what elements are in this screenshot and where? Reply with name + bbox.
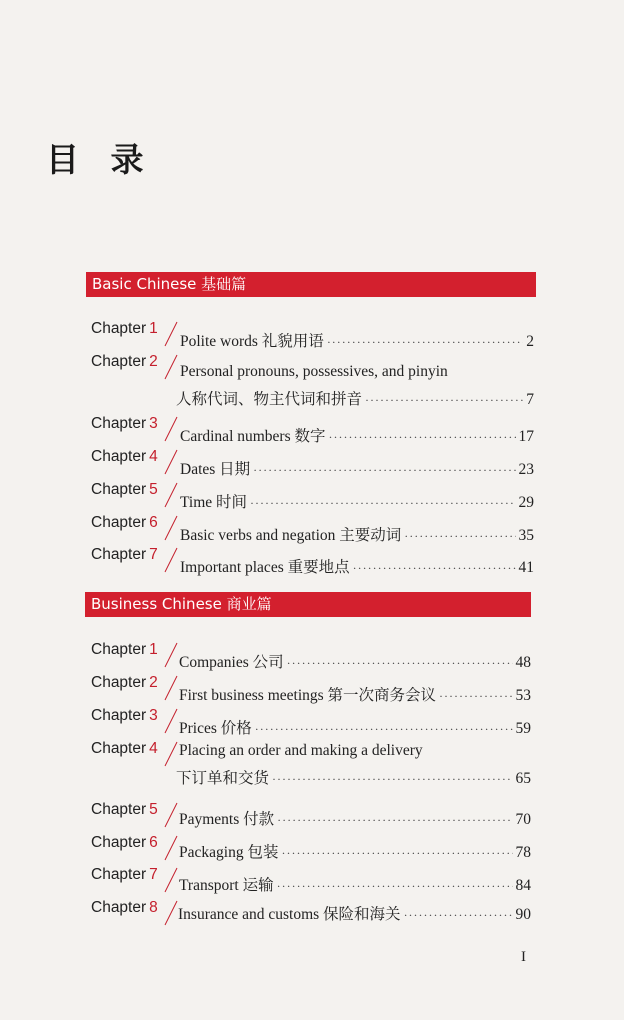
chapter-title: First business meetings 第一次商务会议	[179, 687, 437, 704]
dot-leader	[255, 722, 513, 737]
dot-leader	[277, 879, 513, 894]
chapter-title-line	[179, 840, 531, 862]
chapter-title-line	[179, 650, 531, 672]
dot-leader	[353, 561, 516, 576]
slash-divider-icon	[161, 547, 181, 573]
dot-leader	[287, 656, 513, 671]
slash-divider-icon	[161, 515, 181, 541]
dot-leader	[277, 813, 512, 828]
chapter-title: Payments 付款	[179, 811, 275, 828]
chapter-title-cn: 下订单和交货	[176, 770, 270, 787]
section-heading-business: Business Chinese 商业篇	[85, 592, 531, 617]
chapter-label: Chapter 4	[91, 740, 158, 757]
page-number: 84	[515, 877, 531, 894]
chapter-label: Chapter 6	[91, 834, 158, 851]
chapter-title-line	[179, 873, 531, 895]
dot-leader	[281, 846, 512, 861]
chapter-title-line	[178, 902, 531, 924]
dot-leader	[250, 496, 515, 511]
chapter-label: Chapter 2	[91, 353, 158, 370]
chapter-label: Chapter 7	[91, 866, 158, 883]
slash-divider-icon	[161, 835, 181, 861]
section-heading-basic: Basic Chinese 基础篇	[86, 272, 536, 297]
dot-leader	[404, 529, 515, 544]
dot-leader	[329, 430, 516, 445]
slash-divider-icon	[161, 482, 181, 508]
chapter-title-line	[180, 424, 534, 446]
dot-leader	[439, 689, 512, 704]
chapter-title: Dates 日期	[180, 461, 251, 478]
chapter-title-line	[176, 387, 534, 409]
chapter-number: 7	[149, 546, 158, 563]
slash-divider-icon	[161, 642, 181, 668]
slash-divider-icon	[161, 802, 181, 828]
chapter-title-line	[179, 807, 531, 829]
chapter-number: 1	[149, 641, 158, 658]
chapter-label: Chapter 5	[91, 801, 158, 818]
chapter-title: Placing an order and making a delivery	[179, 742, 423, 759]
dot-leader	[272, 772, 512, 787]
slash-divider-icon	[161, 675, 181, 701]
page-number: 78	[515, 844, 531, 861]
page-number: 48	[515, 654, 531, 671]
chapter-label: Chapter 1	[91, 641, 158, 658]
chapter-title: Transport 运输	[179, 877, 274, 894]
page-number: 7	[526, 391, 534, 408]
chapter-label: Chapter 3	[91, 707, 158, 724]
slash-divider-icon	[161, 449, 181, 475]
chapter-title: Insurance and customs 保险和海关	[178, 906, 401, 923]
slash-divider-icon	[161, 416, 181, 442]
chapter-number: 2	[149, 353, 158, 370]
chapter-label: Chapter 7	[91, 546, 158, 563]
slash-divider-icon	[161, 741, 181, 767]
chapter-number: 4	[149, 448, 158, 465]
chapter-title-line	[179, 683, 531, 705]
chapter-label: Chapter 6	[91, 514, 158, 531]
chapter-number: 5	[149, 801, 158, 818]
slash-divider-icon	[161, 867, 181, 893]
dot-leader	[365, 393, 523, 408]
page-number: 90	[515, 906, 531, 923]
dot-leader	[327, 335, 523, 350]
chapter-number: 8	[149, 899, 158, 916]
chapter-number: 1	[149, 320, 158, 337]
chapter-label: Chapter 1	[91, 320, 158, 337]
slash-divider-icon	[161, 354, 181, 380]
folio-page-number: I	[521, 949, 526, 965]
page-number: 2	[526, 333, 534, 350]
chapter-title: Basic verbs and negation 主要动词	[180, 527, 402, 544]
page-number: 17	[518, 428, 534, 445]
chapter-number: 6	[149, 514, 158, 531]
chapter-number: 3	[149, 415, 158, 432]
dot-leader	[253, 463, 515, 478]
chapter-title-line	[179, 716, 531, 738]
chapter-label: Chapter 5	[91, 481, 158, 498]
chapter-number: 7	[149, 866, 158, 883]
slash-divider-icon	[161, 321, 181, 347]
page-number: 35	[518, 527, 534, 544]
chapter-title-line	[180, 490, 534, 512]
chapter-title: Polite words 礼貌用语	[180, 333, 324, 350]
chapter-number: 2	[149, 674, 158, 691]
chapter-title: Time 时间	[180, 494, 248, 511]
chapter-label: Chapter 4	[91, 448, 158, 465]
chapter-title-line	[180, 555, 534, 577]
page-number: 23	[518, 461, 534, 478]
chapter-title-line	[180, 457, 534, 479]
chapter-label: Chapter 2	[91, 674, 158, 691]
chapter-number: 5	[149, 481, 158, 498]
page-title: 目 录	[46, 140, 154, 179]
page-number: 70	[515, 811, 531, 828]
chapter-title: Prices 价格	[179, 720, 252, 737]
chapter-title-line	[176, 766, 531, 788]
chapter-title: Packaging 包装	[179, 844, 279, 861]
chapter-title: Important places 重要地点	[180, 559, 350, 576]
chapter-title-line	[180, 523, 534, 545]
chapter-label: Chapter 8	[91, 899, 158, 916]
chapter-title: Cardinal numbers 数字	[180, 428, 326, 445]
chapter-title: Personal pronouns, possessives, and pinyin	[180, 363, 448, 380]
chapter-number: 6	[149, 834, 158, 851]
chapter-title: Companies 公司	[179, 654, 284, 671]
page-number: 59	[515, 720, 531, 737]
slash-divider-icon	[161, 708, 181, 734]
page-number: 65	[515, 770, 531, 787]
page-number: 29	[518, 494, 534, 511]
chapter-label: Chapter 3	[91, 415, 158, 432]
chapter-number: 3	[149, 707, 158, 724]
chapter-title-line	[180, 329, 534, 351]
page-number: 53	[515, 687, 531, 704]
page-number: 41	[518, 559, 534, 576]
dot-leader	[404, 908, 513, 923]
chapter-title-cn: 人称代词、物主代词和拼音	[176, 391, 363, 408]
chapter-number: 4	[149, 740, 158, 757]
